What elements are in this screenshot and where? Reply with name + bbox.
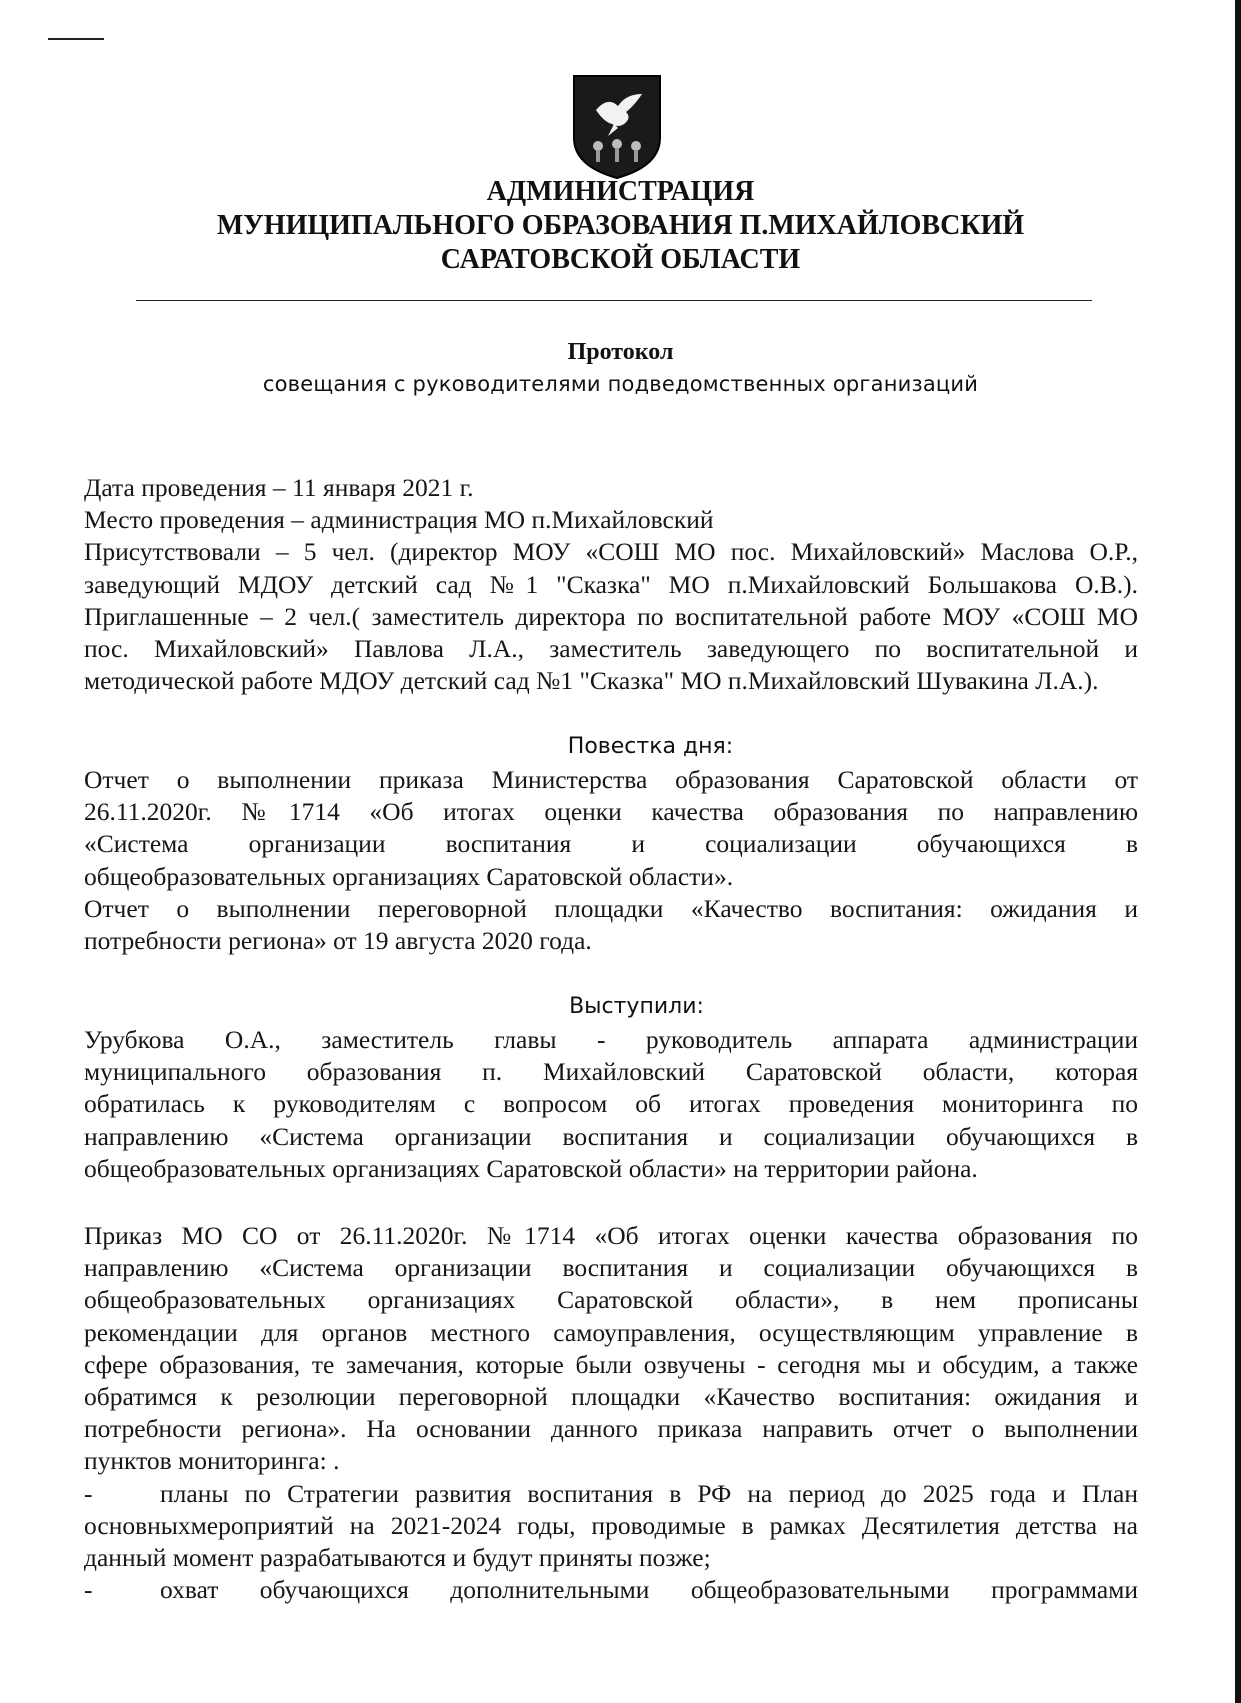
speakers-line: муниципального образования п. Михайловский Саратовской области, которая bbox=[84, 1057, 1138, 1087]
speakers-line: общеобразовательных организациях Саратовской области» на территории района. bbox=[84, 1153, 978, 1183]
corner-mark bbox=[48, 38, 104, 40]
order-line: потребности региона». На основании данного приказа направить отчет о выполнении bbox=[84, 1414, 1138, 1444]
meta-block bbox=[84, 472, 1138, 697]
meta-line: Приглашенные – 2 чел.( заместитель директора по воспитательной работе МОУ «СОШ МО bbox=[84, 601, 1138, 631]
order-block bbox=[84, 1220, 1138, 1606]
bullet-line: планы по Стратегии развития воспитания в РФ на период до 2025 года и План bbox=[160, 1478, 1138, 1508]
agenda-line: общеобразовательных организациях Саратовской области». bbox=[84, 861, 734, 891]
agenda-line: «Система организации воспитания и социализации обучающихся в bbox=[84, 829, 1138, 859]
header-line-1: АДМИНИСТРАЦИЯ bbox=[486, 176, 755, 207]
agenda-line: Отчет о выполнении переговорной площадки «Качество воспитания: ожидания и bbox=[84, 893, 1138, 923]
agenda-heading: Повестка дня: bbox=[567, 734, 734, 759]
speakers-heading: Выступили: bbox=[569, 994, 704, 1019]
header-divider bbox=[136, 300, 1092, 301]
order-line: рекомендации для органов местного самоуправления, осуществляющим управление в bbox=[84, 1317, 1138, 1347]
order-line: обратимся к резолюции переговорной площадки «Качество воспитания: ожидания и bbox=[84, 1381, 1138, 1411]
bullet-line: основныхмероприятий на 2021-2024 годы, проводимые в рамках Десятилетия детства на bbox=[84, 1510, 1138, 1540]
meta-line: Место проведения – администрация МО п.Михайловский bbox=[84, 505, 714, 535]
speakers-block bbox=[84, 1024, 1138, 1185]
meta-line: методической работе МДОУ детский сад №1 "Сказка" МО п.Михайловский Шувакина Л.А.). bbox=[84, 666, 1099, 696]
speakers-line: обратилась к руководителям с вопросом об итогах проведения мониторинга по bbox=[84, 1089, 1138, 1119]
order-line: пунктов мониторинга: . bbox=[84, 1446, 340, 1476]
bullet-item bbox=[84, 1478, 1138, 1510]
order-line: Приказ МО СО от 26.11.2020г. №1714 «Об итогах оценки качества образования по bbox=[84, 1221, 1138, 1250]
meta-line: пос. Михайловский» Павлова Л.А., заместитель заведующего по воспитательной и bbox=[84, 633, 1138, 663]
document-subtitle: совещания с руководителями подведомственных организаций bbox=[262, 372, 979, 396]
bullet-line: данный момент разрабатываются и будут приняты позже; bbox=[84, 1542, 711, 1572]
bullet-dash: - bbox=[84, 1478, 93, 1508]
speakers-line: Урубкова О.А., заместитель главы - руководитель аппарата администрации bbox=[84, 1025, 1138, 1054]
bullet-dash: - bbox=[84, 1575, 93, 1605]
header-line-2: МУНИЦИПАЛЬНОГО ОБРАЗОВАНИЯ П.МИХАЙЛОВСКИЙ bbox=[216, 210, 1025, 241]
bullet-line: охват обучающихся дополнительными общеобразовательными программами bbox=[160, 1575, 1138, 1605]
coat-of-arms-icon bbox=[568, 72, 666, 180]
agenda-line: 26.11.2020г. №1714 «Об итогах оценки качества образования по направлению bbox=[84, 797, 1138, 827]
speakers-line: направлению «Система организации воспитания и социализации обучающихся в bbox=[84, 1121, 1138, 1151]
meta-line: Присутствовали – 5 чел. (директор МОУ «СОШ МО пос. Михайловский» Маслова О.Р., bbox=[84, 537, 1138, 567]
agenda-line: потребности региона» от 19 августа 2020 года. bbox=[84, 925, 592, 955]
order-line: общеобразовательных организациях Саратовской области», в нем прописаны bbox=[84, 1285, 1138, 1315]
meta-line: Дата проведения – 11 января 2021 г. bbox=[84, 473, 474, 502]
agenda-block bbox=[84, 764, 1138, 957]
header-line-3: САРАТОВСКОЙ ОБЛАСТИ bbox=[440, 244, 801, 275]
order-line: сфере образования, те замечания, которые были озвучены - сегодня мы и обсудим, а также bbox=[84, 1349, 1138, 1379]
order-line: направлению «Система организации воспитания и социализации обучающихся в bbox=[84, 1253, 1138, 1283]
meta-line: заведующий МДОУ детский сад №1 "Сказка" МО п.Михайловский Большакова О.В.). bbox=[84, 569, 1138, 599]
agenda-line: Отчет о выполнении приказа Министерства образования Саратовской области от bbox=[84, 765, 1138, 794]
bullet-item bbox=[84, 1574, 1138, 1606]
document-title: Протокол bbox=[567, 339, 674, 365]
